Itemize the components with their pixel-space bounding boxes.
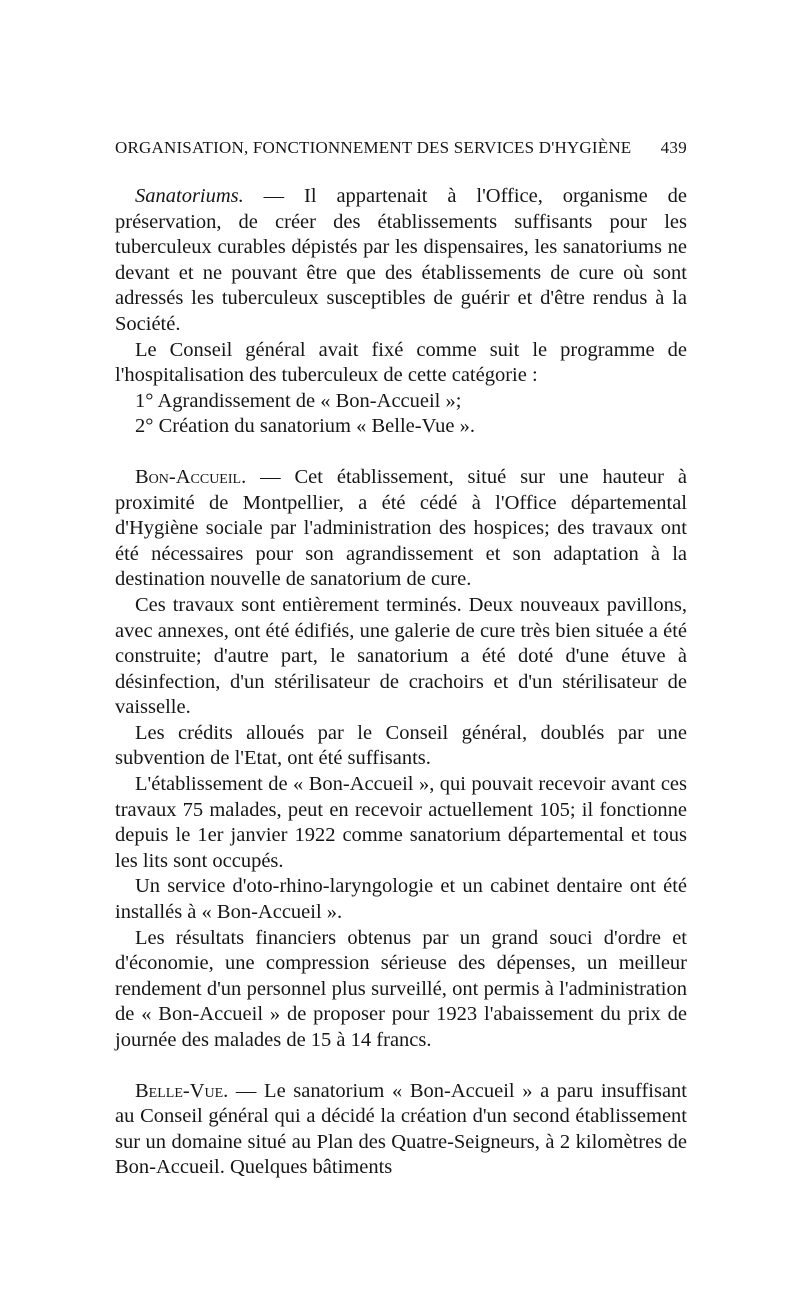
paragraph-travaux: Ces travaux sont entièrement terminés. Deux nouveaux pavillons, avec annexes, ont été édifiés, une galerie de cure très bien située a été construite; d'autre part, le sanatorium a été doté d'une étuve à désinfection, d'un stérilisateur de crachoirs et d'un stérilisateur de vaisselle.	[115, 593, 687, 719]
list-item-1: 1° Agrandissement de « Bon-Accueil »;	[135, 389, 462, 412]
paragraph-text: — Le sanatorium « Bon-Accueil » a paru insuffisant au Conseil général qui a décidé la création d'un second établissement sur un domaine situé au Plan des Quatre-Seigneurs, à 2 kilomètres de Bon-Accueil. Quelques bâtiments	[115, 1079, 687, 1179]
page	[115, 138, 687, 1181]
page-number: 439	[660, 138, 687, 157]
running-title: ORGANISATION, FONCTIONNEMENT DES SERVICES D'HYGIÈNE	[115, 138, 632, 157]
paragraph-credits: Les crédits alloués par le Conseil général, doublés par une subvention de l'Etat, ont été suffisants.	[115, 721, 687, 770]
paragraph-belle-vue-intro	[115, 1079, 687, 1181]
paragraph-sanatoriums-intro	[115, 184, 687, 338]
section-heading-belle-vue: Belle-Vue.	[135, 1079, 229, 1102]
section-heading-bon-accueil: Bon-Accueil.	[135, 465, 247, 488]
list-item-2: 2° Création du sanatorium « Belle-Vue ».	[135, 415, 476, 438]
paragraph-programme: Le Conseil général avait fixé comme suit le programme de l'hospitalisation des tuberculeux de cette catégorie :	[115, 338, 687, 387]
section-gap	[115, 1054, 687, 1079]
section-heading-sanatoriums: Sanatoriums.	[135, 185, 244, 207]
paragraph-text: — Il appartenait à l'Office, organisme de préservation, de créer des établissements suffisants pour les tuberculeux curables dépistés par les dispensaires, les sanatoriums ne devant et ne pouvant être que des établissements de cure où sont adressés les tuberculeux susceptibles de guérir et d'être rendus à la Société.	[115, 185, 687, 335]
paragraph-bon-accueil-intro	[115, 465, 687, 593]
paragraph-resultats: Les résultats financiers obtenus par un grand souci d'ordre et d'économie, une compression sérieuse des dépenses, un meilleur rendement d'un personnel plus surveillé, ont permis à l'administration de « Bon-Accueil » de proposer pour 1923 l'abaissement du prix de journée des malades de 15 à 14 francs.	[115, 926, 687, 1051]
section-gap	[115, 440, 687, 465]
paragraph-service-orl: Un service d'oto-rhino-laryngologie et un cabinet dentaire ont été installés à « Bon-Accueil ».	[115, 875, 687, 924]
running-head	[115, 138, 687, 158]
paragraph-capacite: L'établissement de « Bon-Accueil », qui pouvait recevoir avant ces travaux 75 malades, peut en recevoir actuellement 105; il fonctionne depuis le 1er janvier 1922 comme sanatorium départemental et tous les lits sont occupés.	[115, 773, 687, 872]
paragraph-text: — Cet établissement, situé sur une hauteur à proximité de Montpellier, a été cédé à l'Office départemental d'Hygiène sociale par l'administration des hospices; des travaux ont été nécessaires pour son agrandissement et son adaptation à la destination nouvelle de sanatorium de cure.	[115, 465, 687, 591]
